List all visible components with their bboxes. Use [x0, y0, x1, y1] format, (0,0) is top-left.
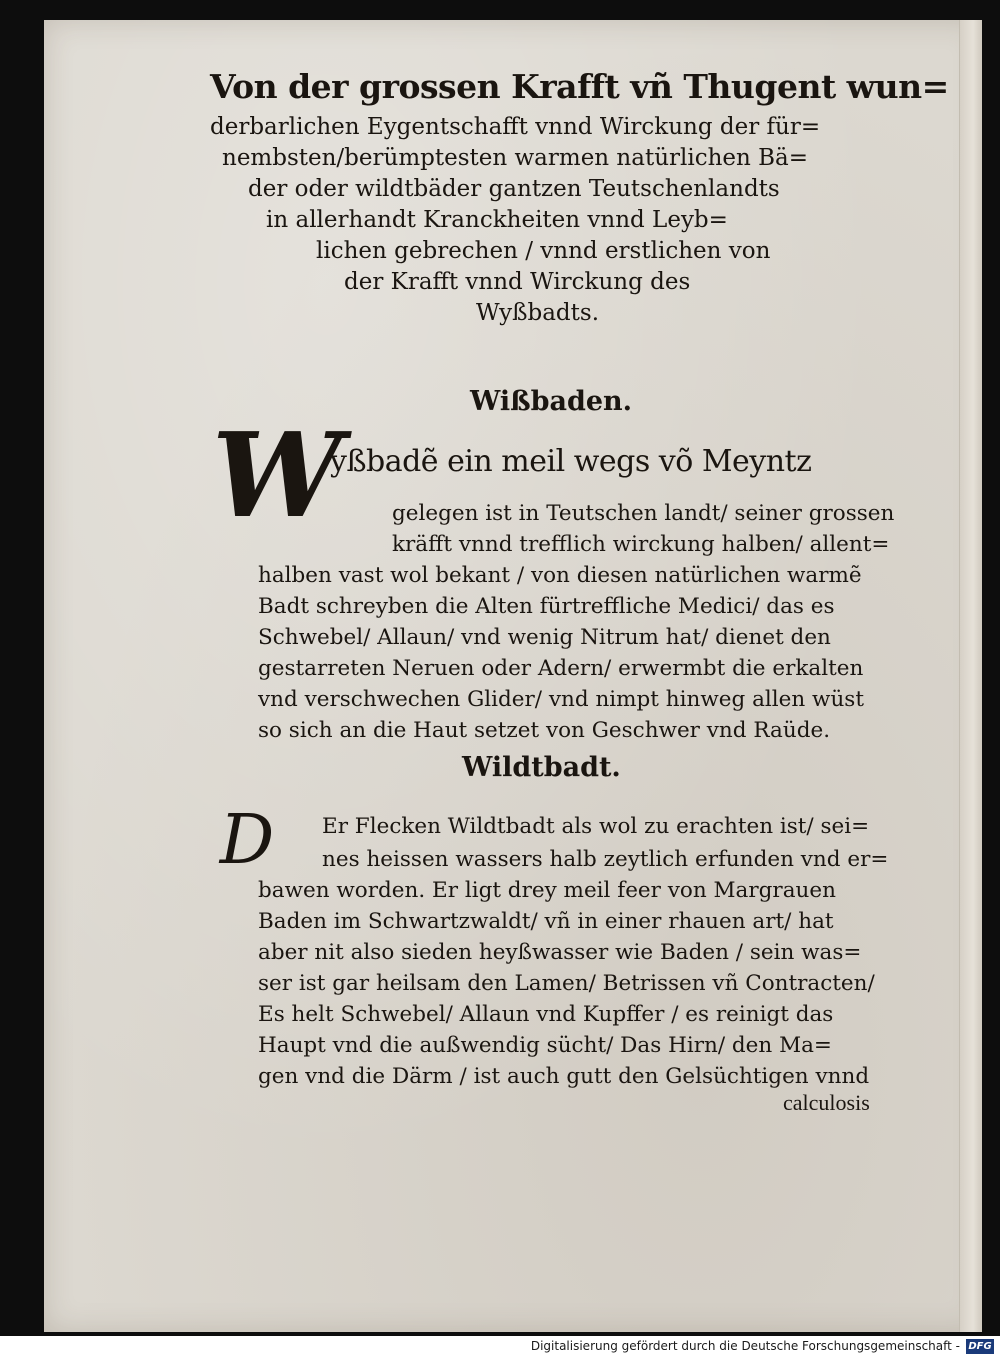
title-line-3: nembsten/berümptesten warmen natürlichen Bä= [222, 145, 809, 171]
title-line-8: Wyßbadts. [476, 300, 600, 326]
funding-credit: Digitalisierung gefördert durch die Deutsche Forschungsgemeinschaft - [530, 1339, 960, 1353]
title-line-7: der Krafft vnnd Wirckung des [344, 269, 691, 295]
section1-line-4: Badt schreyben die Alten fürtreffliche Medici/ das es [258, 594, 835, 619]
drop-capital-w: W [212, 408, 343, 544]
title-line-5: in allerhandt Kranckheiten vnnd Leyb= [266, 207, 728, 233]
section2-line-2: nes heissen wassers halb zeytlich erfunden vnd er= [322, 847, 889, 872]
section1-line-5: Schwebel/ Allaun/ vnd wenig Nitrum hat/ dienet den [258, 625, 831, 650]
section2-line-5: aber nit also sieden heyßwasser wie Baden / sein was= [258, 940, 862, 965]
section-heading-wildtbadt: Wildtbadt. [462, 752, 621, 783]
page-edge [959, 20, 982, 1332]
section1-line-3: halben vast wol bekant / von diesen natürlichen warmẽ [258, 563, 862, 588]
section1-line-2: kräfft vnnd trefflich wirckung halben/ allent= [392, 532, 890, 557]
footer-bar [0, 1336, 1000, 1359]
section2-line-8: Haupt vnd die außwendig sücht/ Das Hirn/ den Ma= [258, 1033, 832, 1058]
section2-line-4: Baden im Schwartzwaldt/ vñ in einer rhauen art/ hat [258, 909, 834, 934]
catchword: calculosis [783, 1090, 870, 1115]
dfg-logo-icon: DFG [966, 1339, 994, 1354]
drop-capital-d: D [219, 801, 275, 880]
section2-line-1: Er Flecken Wildtbadt als wol zu erachten ist/ sei= [322, 814, 870, 839]
section1-line-1: gelegen ist in Teutschen landt/ seiner grossen [392, 501, 895, 526]
title-block [210, 62, 949, 329]
section2-line-9: gen vnd die Därm / ist auch gutt den Gelsüchtigen vnnd [258, 1064, 870, 1089]
section1-line-7: vnd verschwechen Glider/ vnd nimpt hinweg allen wüst [258, 687, 864, 712]
title-line-6: lichen gebrechen / vnnd erstlichen von [316, 238, 771, 264]
section2-line-6: ser ist gar heilsam den Lamen/ Betrissen vñ Contracten/ [258, 971, 875, 996]
section1-first-line: yßbadẽ ein meil wegs võ Meyntz [330, 444, 812, 479]
section1-line-8: so sich an die Haut setzet von Geschwer vnd Raüde. [258, 718, 831, 743]
title-line-2: derbarlichen Eygentschafft vnnd Wirckung der für= [210, 114, 821, 140]
section2-line-3: bawen worden. Er ligt drey meil feer von Margrauen [258, 878, 836, 903]
title-line-1: Von der grossen Krafft vñ Thugent wun= [210, 67, 949, 106]
title-line-4: der oder wildtbäder gantzen Teutschenlandts [248, 176, 780, 202]
section2-line-7: Es helt Schwebel/ Allaun vnd Kupffer / es reinigt das [258, 1002, 834, 1027]
section-heading-wissbaden: Wißbaden. [470, 386, 633, 417]
section1-line-6: gestarreten Neruen oder Adern/ erwermbt die erkalten [258, 656, 864, 681]
